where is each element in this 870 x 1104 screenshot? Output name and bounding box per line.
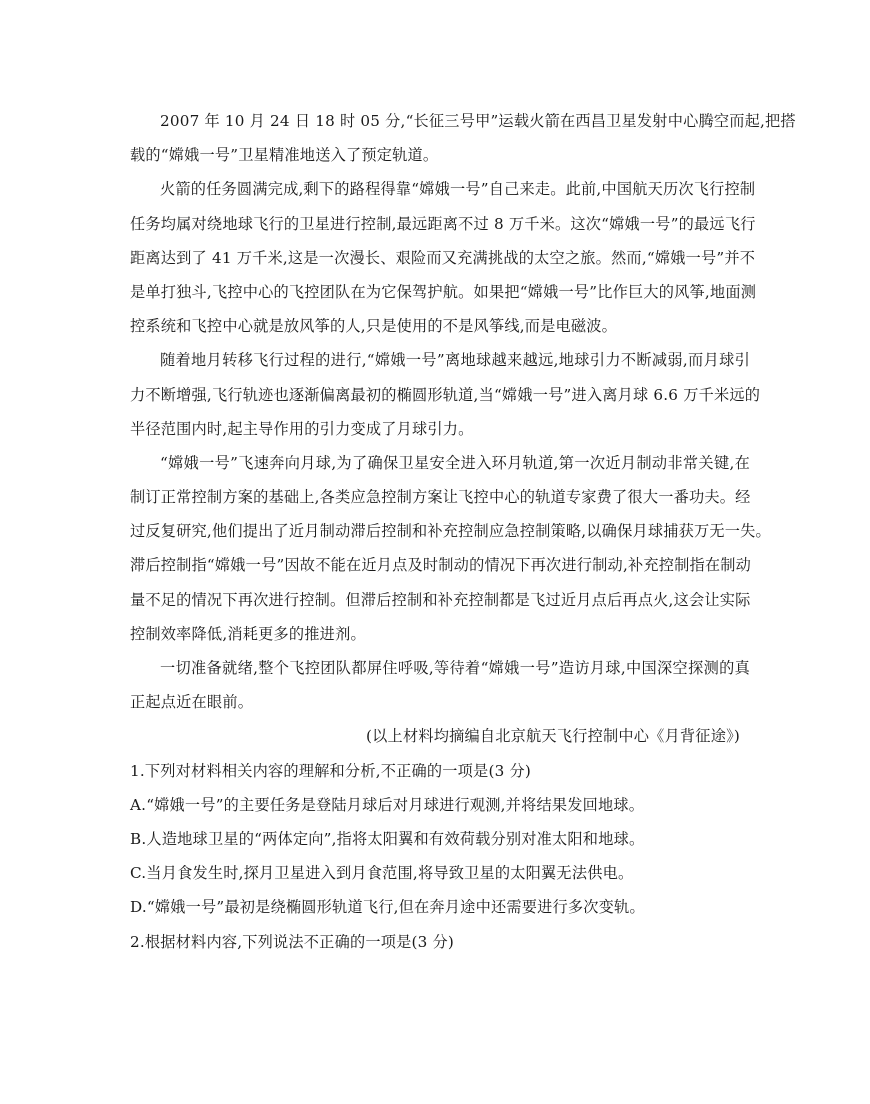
text-line: 火箭的任务圆满完成,剩下的路程得靠“嫦娥一号”自己来走。此前,中国航天历次飞行控制	[160, 180, 756, 199]
text-line: 正起点近在眼前。	[130, 693, 254, 712]
question-list	[130, 754, 750, 959]
text-line: 半径范围内时,起主导作用的引力变成了月球引力。	[130, 419, 474, 438]
option-d: D.“嫦娥一号”最初是绕椭圆形轨道飞行,但在奔月途中还需要进行多次变轨。	[130, 898, 645, 917]
text-line: “嫦娥一号”飞速奔向月球,为了确保卫星安全进入环月轨道,第一次近月制动非常关键,在	[160, 453, 750, 472]
paragraph-2	[130, 172, 757, 343]
source-citation: (以上材料均摘编自北京航天飞行控制中心《月背征途》)	[366, 727, 740, 746]
text-line: 距离达到了 41 万千米,这是一次漫长、艰险而又充满挑战的太空之旅。然而,“嫦娥一号”并不	[130, 248, 756, 267]
question-stem: 2.根据材料内容,下列说法不正确的一项是(3 分)	[130, 932, 455, 951]
text-line: 任务均属对绕地球飞行的卫星进行控制,最远距离不过 8 万千米。这次“嫦娥一号”的最远飞行	[130, 214, 756, 233]
text-line: 过反复研究,他们提出了近月制动滞后控制和补充控制应急控制策略,以确保月球捕获万无一失。	[130, 522, 771, 541]
option-c: C.当月食发生时,探月卫星进入到月食范围,将导致卫星的太阳翼无法供电。	[130, 864, 634, 883]
text-line: 2007 年 10 月 24 日 18 时 05 分,“长征三号甲”运载火箭在西昌卫星发射中心腾空而起,把搭	[160, 112, 796, 130]
paragraph-5	[130, 651, 750, 719]
document-page	[130, 104, 796, 959]
text-line: 随着地月转移飞行过程的进行,“嫦娥一号”离地球越来越远,地球引力不断减弱,而月球引	[160, 351, 750, 370]
paragraph-4	[130, 446, 771, 651]
text-line: 制订正常控制方案的基础上,各类应急控制方案让飞控中心的轨道专家费了很大一番功夫。经	[130, 488, 751, 507]
text-line: 力不断增强,飞行轨迹也逐渐偏离最初的椭圆形轨道,当“嫦娥一号”进入离月球 6.6 万千米远的	[130, 385, 761, 404]
option-a: A.“嫦娥一号”的主要任务是登陆月球后对月球进行观测,并将结果发回地球。	[130, 795, 645, 814]
text-line: 载的“嫦娥一号”卫星精准地送入了预定轨道。	[130, 146, 439, 165]
paragraph-3	[130, 343, 761, 446]
option-b: B.人造地球卫星的“两体定向”,指将太阳翼和有效荷载分别对准太阳和地球。	[130, 829, 645, 848]
text-line: 一切准备就绪,整个飞控团队都屏住呼吸,等待着“嫦娥一号”造访月球,中国深空探测的真	[160, 659, 750, 677]
text-line: 滞后控制指“嫦娥一号”因故不能在近月点及时制动的情况下再次进行制动,补充控制指在制动	[130, 556, 752, 575]
text-line: 控系统和飞控中心就是放风筝的人,只是使用的不是风筝线,而是电磁波。	[130, 317, 618, 336]
text-line: 控制效率降低,消耗更多的推进剂。	[130, 624, 366, 643]
text-line: 是单打独斗,飞控中心的飞控团队在为它保驾护航。如果把“嫦娥一号”比作巨大的风筝,地面测	[130, 282, 757, 301]
question-stem: 1.下列对材料相关内容的理解和分析,不正确的一项是(3 分)	[130, 761, 531, 780]
text-line: 量不足的情况下再次进行控制。但滞后控制和补充控制都是飞过近月点后再点火,这会让实际	[130, 590, 751, 609]
paragraph-1	[130, 104, 796, 172]
